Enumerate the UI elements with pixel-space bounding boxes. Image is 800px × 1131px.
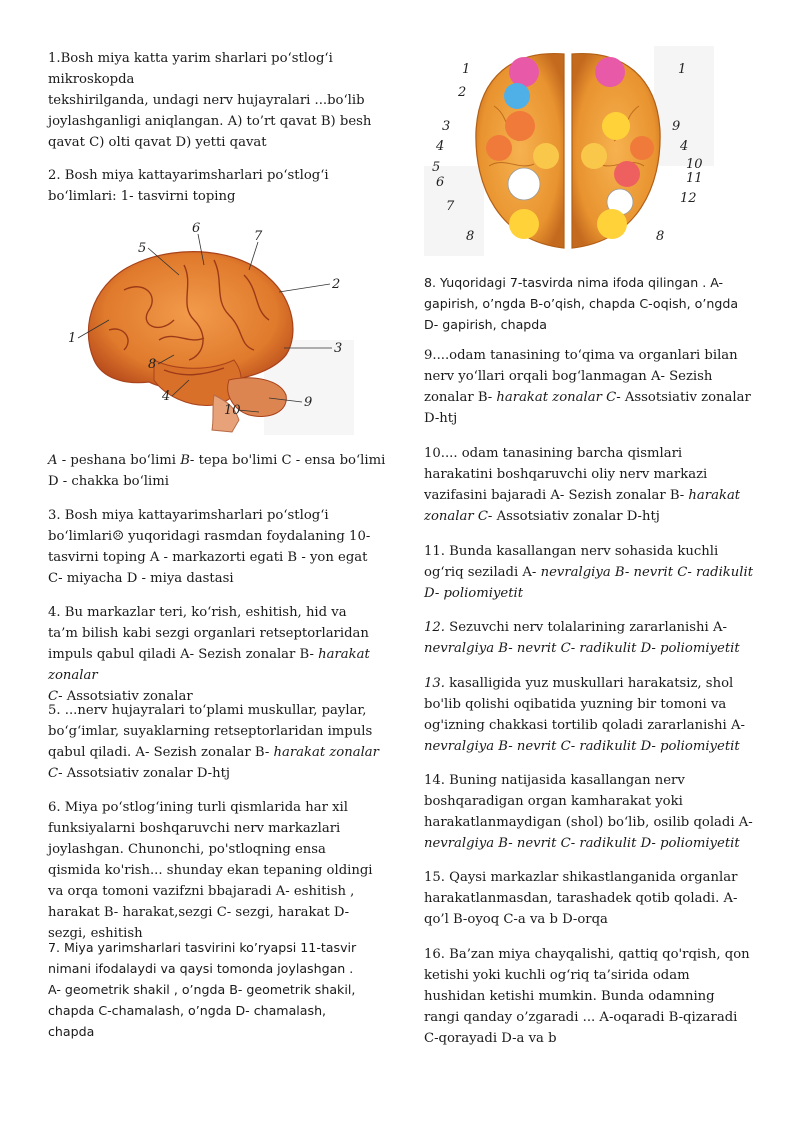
option-b-text: - tepa bo'limi C - ensa bo‘limi D - chakka bo‘limi (48, 453, 386, 489)
question-13 (424, 673, 754, 757)
question-6 (48, 797, 378, 944)
top-left-label-2: 2 (458, 85, 467, 100)
question-12-italic: nevralgiya B- nevrit C- radikulit D- poliomiyetit (424, 641, 740, 656)
question-5-letter-c: C (48, 766, 59, 781)
top-left-label-8: 8 (466, 229, 475, 244)
question-5-text: 5. ...nerv hujayralari to‘plami muskullar, paylar, bo‘g‘imlar, suyaklarning retseptorlaridan impuls qabul qiladi. A- Sezish zonalar B- (48, 703, 373, 760)
question-1 (48, 48, 388, 153)
label-8: 8 (148, 357, 157, 372)
question-9-tail: - Assotsiativ zonalar D-htj (424, 390, 751, 426)
question-8-text: 8. Yuqoridagi 7-tasvirda nima ifoda qilingan . A- gapirish, o’ngda B-o’qish, chapda C-oqish, o’ngda D- gapirish, chapda (424, 275, 739, 332)
top-right-label-11: 11 (686, 171, 703, 186)
option-a-text: - peshana bo‘limi (57, 453, 181, 468)
top-right-label-12: 12 (680, 191, 697, 206)
question-13-text: kasalligida yuz muskullari harakatsiz, shol bo'lib qolishi oqibatida yuzning bir tomoni va og'izning chakkasi tortilib qoladi zararlanishi A- (424, 676, 745, 733)
question-5 (48, 700, 383, 784)
question-4-letter-c: C (48, 689, 59, 704)
question-10 (424, 443, 754, 527)
label-10: 10 (224, 403, 241, 418)
question-13-number: 13. (424, 676, 445, 691)
question-1-text: tekshirilganda, undagi nerv hujayralari ...bo‘lib joylashganligi aniqlangan. A) to’rt qavat B) besh qavat C) olti qavat D) yetti qavat (48, 93, 372, 150)
label-9: 9 (304, 395, 313, 410)
question-12-number: 12. (424, 620, 445, 635)
question-13-italic: nevralgiya B- nevrit C- radikulit D- poliomiyetit (424, 739, 740, 754)
question-4 (48, 602, 378, 707)
label-2: 2 (332, 277, 341, 292)
top-right-label-10: 10 (686, 157, 703, 172)
question-5-option-c: - Assotsiativ zonalar D-htj (58, 766, 231, 781)
question-10-text: 10.... odam tanasining barcha qismlari harakatini boshqaruvchi oliy nerv markazi vazifasini bajaradi A- Sezish zonalar B- (424, 446, 708, 503)
label-7: 7 (254, 229, 263, 244)
question-10-italic: harakat zonalar C (424, 488, 741, 524)
question-16 (424, 944, 754, 1049)
label-3: 3 (334, 341, 343, 356)
question-14-italic: nevralgiya B- nevrit C- radikulit D- poliomiyetit (424, 836, 740, 851)
top-left-label-4: 4 (436, 139, 445, 154)
top-left-label-1: 1 (462, 62, 471, 77)
top-right-label-9: 9 (672, 119, 681, 134)
brain-top-view-figure (424, 46, 714, 256)
question-9-text: 9....odam tanasining to‘qima va organlari bilan nerv yo‘llari orqali bog‘lanmagan A- Sezish zonalar B- (424, 348, 738, 405)
option-b-letter: B (180, 453, 190, 468)
question-12 (424, 617, 754, 659)
question-2-text: 2. Bosh miya kattayarimsharlari po‘stlog‘i bo‘limlari: 1- tasvirni toping (48, 168, 329, 204)
top-left-label-3: 3 (442, 119, 451, 134)
question-6-text: 6. Miya po‘stlog‘ining turli qismlarida har xil funksiyalarni boshqaruvchi nerv markazlari joylashgan. Chunonchi, po'stloqning ensa qismida ko'rish... shunday ekan tepaning oldingi va orqa tomoni vazifzni bbajaradi A- eshitish , harakat B- harakat,sezgi C- sezgi, harakat D-sezgi, eshitish (48, 800, 373, 941)
question-4-text: 4. Bu markazlar teri, ko‘rish, eshitish, hid va ta’m bilish kabi sezgi organlari retseptorlaridan impuls qabul qiladi A- Sezish zonalar B- (48, 605, 369, 662)
question-10-tail: - Assotsiativ zonalar D-htj (487, 509, 660, 524)
question-11-italic: nevralgiya B- nevrit C- radikulit D- poliomiyetit (424, 565, 754, 601)
question-12-text: Sezuvchi nerv tolalarining zararlanishi A- (444, 620, 727, 635)
label-1: 1 (68, 331, 77, 346)
question-16-text: 16. Ba’zan miya chayqalishi, qattiq qo'rqish, qon ketishi yoki kuchli og‘riq ta’sirida odam hushidan ketishi mumkin. Bunda odamning rangi qanday o’zgaradi ... A-oqaradi B-qizaradi C-qorayadi D-a va b (424, 947, 750, 1046)
top-right-label-4: 4 (680, 139, 689, 154)
question-11-text: 11. Bunda kasallangan nerv sohasida kuchli og‘riq seziladi A- (424, 544, 719, 580)
top-left-label-5: 5 (432, 160, 441, 175)
question-15-text: 15. Qaysi markazlar shikastlanganida organlar harakatlanmasdan, tarashadek qotib qoladi. A- qo’l B-oyoq C-a va b D-orqa (424, 870, 738, 927)
brain-side-view-figure (64, 220, 354, 435)
question-9-italic: harakat zonalar C (492, 390, 617, 405)
label-4: 4 (162, 389, 171, 404)
label-6: 6 (192, 221, 201, 236)
label-5: 5 (138, 241, 147, 256)
question-14-text: 14. Buning natijasida kasallangan nerv boshqaradigan organ kamharakat yoki harakatlanmaydigan (shol) bo‘lib, osilib qoladi A- (424, 773, 753, 830)
question-11 (424, 541, 754, 604)
question-15 (424, 867, 754, 930)
question-7 (48, 937, 368, 1042)
question-1-line1: 1.Bosh miya katta yarim sharlari po‘stlog‘i mikroskopda (48, 51, 333, 87)
question-4-italic: harakat zonalar (48, 647, 370, 683)
question-8 (424, 272, 754, 335)
question-5-italic: harakat zonalar (269, 745, 379, 760)
question-4-option-c: - Assotsiativ zonalar (58, 689, 193, 704)
top-left-label-7: 7 (446, 199, 455, 214)
question-3-text: 3. Bosh miya kattayarimsharlari po‘stlog‘i bo‘limlari☹ yuqoridagi rasmdan foydalaning 10- tasvirni toping A - markazorti egati B - yon egat C- miyacha D - miya dastasi (48, 508, 371, 586)
option-a-letter: A (48, 453, 58, 468)
question-2 (48, 165, 348, 207)
question-2-options (48, 450, 388, 492)
top-right-label-8: 8 (656, 229, 665, 244)
question-14 (424, 770, 754, 854)
question-3 (48, 505, 378, 589)
question-9 (424, 345, 754, 429)
top-right-label-1: 1 (678, 62, 687, 77)
question-7-text: 7. Miya yarimsharlari tasvirini ko’ryapsi 11-tasvir nimani ifodalaydi va qaysi tomonda joylashgan . A- geometrik shakil , o’ngda B- geometrik shakil, chapda C-chamalash, o’ngda D- chamalash, chapda (48, 940, 357, 1039)
top-left-label-6: 6 (436, 175, 445, 190)
